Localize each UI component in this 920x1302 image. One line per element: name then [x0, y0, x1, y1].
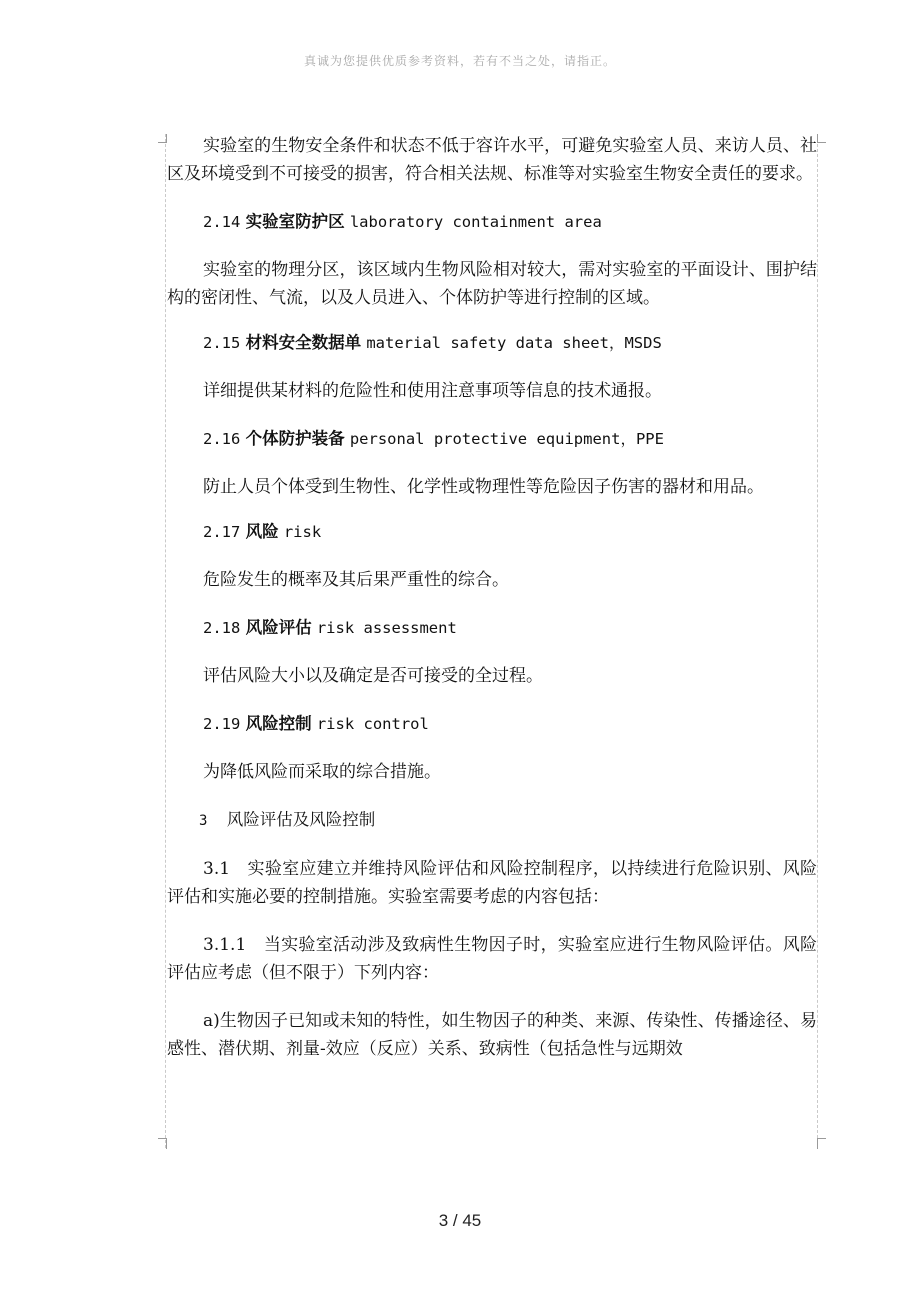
heading-term-en: material safety data sheet，MSDS	[366, 334, 662, 352]
heading-term-cn: 材料安全数据单	[245, 333, 362, 352]
heading-term-en: risk assessment	[316, 619, 457, 637]
section-heading-3	[167, 806, 817, 835]
heading-2-14	[167, 208, 817, 236]
heading-number: 2.17	[203, 523, 241, 541]
watermark: 真诚为您提供优质参考资料，若有不当之处，请指正。	[303, 54, 616, 68]
heading-term-en: risk	[283, 523, 322, 541]
document-body	[167, 132, 817, 1063]
paragraph-3-1-1: 3.1.1 当实验室活动涉及致病性生物因子时，实验室应进行生物风险评估。风险评估应考虑（但不限于）下列内容：	[167, 935, 817, 983]
paragraph-2-17: 危险发生的概率及其后果严重性的综合。	[203, 570, 509, 590]
heading-term-cn: 风险	[245, 522, 279, 541]
section-title: 风险评估及风险控制	[226, 810, 376, 829]
crop-mark-top-right	[817, 134, 826, 143]
heading-term-cn: 风险控制	[245, 714, 312, 733]
page-number: 3 / 45	[438, 1211, 482, 1230]
heading-term-en: risk control	[316, 715, 429, 733]
heading-number: 2.16	[203, 430, 241, 448]
heading-number: 2.15	[203, 334, 241, 352]
crop-mark-bottom-left	[158, 1138, 167, 1149]
heading-term-en: personal protective equipment，PPE	[349, 430, 664, 448]
margin-guide-left	[165, 134, 166, 1148]
heading-2-16	[167, 425, 817, 453]
heading-term-cn: 风险评估	[245, 618, 312, 637]
crop-mark-bottom-right	[817, 1138, 826, 1149]
heading-term-cn: 实验室防护区	[245, 212, 345, 231]
paragraph-3-1: 3.1 实验室应建立并维持风险评估和风险控制程序，以持续进行危险识别、风险评估和实施必要的控制措施。实验室需要考虑的内容包括：	[167, 859, 817, 907]
paragraph-2-19: 为降低风险而采取的综合措施。	[203, 762, 441, 782]
paragraph-intro: 实验室的生物安全条件和状态不低于容许水平，可避免实验室人员、来访人员、社区及环境受到不可接受的损害，符合相关法规、标准等对实验室生物安全责任的要求。	[167, 136, 817, 184]
paragraph-2-16: 防止人员个体受到生物性、化学性或物理性等危险因子伤害的器材和用品。	[203, 477, 764, 497]
heading-number: 2.14	[203, 213, 241, 231]
heading-term-en: laboratory containment area	[349, 213, 602, 231]
paragraph-2-14: 实验室的物理分区，该区域内生物风险相对较大，需对实验室的平面设计、围护结构的密闭性、气流，以及人员进入、个体防护等进行控制的区域。	[167, 260, 817, 308]
heading-2-17	[167, 518, 817, 546]
heading-2-19	[167, 710, 817, 738]
heading-2-18	[167, 614, 817, 642]
paragraph-2-18: 评估风险大小以及确定是否可接受的全过程。	[203, 666, 543, 686]
heading-number: 2.18	[203, 619, 241, 637]
paragraph-item-a: a)生物因子已知或未知的特性，如生物因子的种类、来源、传染性、传播途径、易感性、潜伏期、剂量-效应（反应）关系、致病性（包括急性与远期效	[167, 1011, 817, 1059]
crop-mark-top-left	[158, 134, 167, 143]
heading-term-cn: 个体防护装备	[245, 429, 345, 448]
heading-number: 2.19	[203, 715, 241, 733]
margin-guide-right	[817, 134, 818, 1148]
heading-2-15	[167, 329, 817, 357]
section-number: 3	[199, 813, 208, 829]
paragraph-2-15: 详细提供某材料的危险性和使用注意事项等信息的技术通报。	[203, 381, 662, 401]
